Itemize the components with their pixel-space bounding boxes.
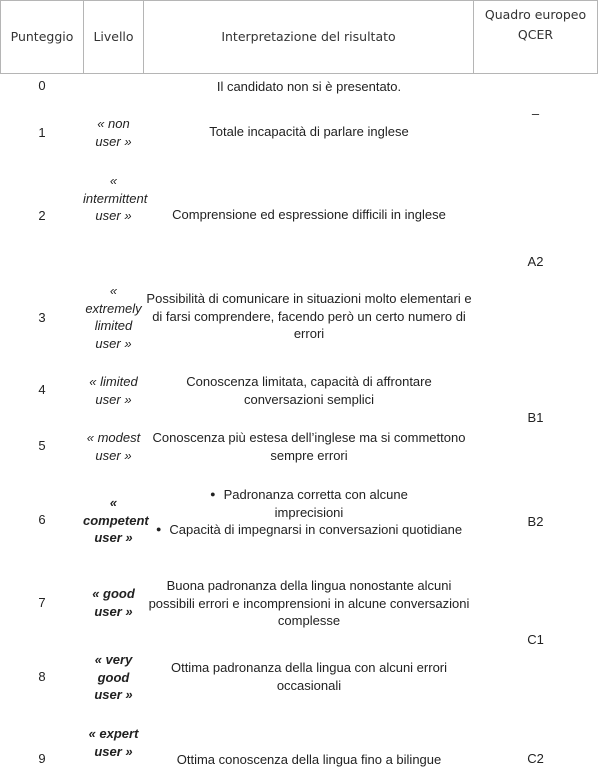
level-cell: « limited user » — [89, 374, 138, 407]
level-cell: « extremely limited user » — [85, 283, 142, 351]
interpretation-cell: Possibilità di comunicare in situazioni molto elementari e di farsi comprendere, facendo però un certo numero di errori — [146, 291, 472, 341]
score-cell: 6 — [38, 512, 46, 527]
header-interpretation: Interpretazione del risultato — [143, 0, 474, 74]
interpretation-cell: Ottima padronanza della lingua con alcuni errori occasionali — [170, 660, 448, 693]
score-cell: 8 — [38, 669, 46, 684]
score-cell: 5 — [38, 438, 46, 453]
cefr-a2: A2 — [527, 254, 544, 269]
cefr-b1: B1 — [527, 410, 544, 425]
header-cefr — [473, 0, 598, 74]
cefr-c2: C2 — [527, 751, 544, 766]
bullet-item: ● Capacità di impegnarsi in conversazioni quotidiane — [146, 521, 472, 539]
interpretation-cell: Il candidato non si è presentato. — [216, 79, 402, 94]
cefr-b2: B2 — [527, 514, 544, 529]
score-cell: 1 — [38, 125, 46, 140]
score-cell: 4 — [38, 382, 46, 397]
interpretation-cell: Comprensione ed espressione difficili in inglese — [172, 207, 446, 222]
interpretation-cell: Ottima conoscenza della lingua fino a bilingue — [176, 752, 442, 767]
interpretation-cell: Conoscenza limitata, capacità di affrontare conversazioni semplici — [186, 374, 432, 407]
level-cell: « very good user » — [94, 652, 133, 702]
header-cefr-line1: Quadro europeo — [484, 7, 587, 22]
header-level: Livello — [83, 0, 144, 74]
level-cell: « competent user » — [83, 495, 149, 545]
score-cell: 0 — [38, 78, 46, 93]
score-cell: 9 — [38, 751, 46, 766]
score-cell: 7 — [38, 595, 46, 610]
level-cell: « expert user » — [88, 726, 139, 759]
cefr-c1: C1 — [527, 632, 544, 647]
interpretation-bullets — [146, 486, 472, 539]
level-cell: « modest user » — [86, 430, 141, 463]
level-cell: « intermittent user » — [83, 173, 148, 223]
level-cell: « good user » — [92, 586, 135, 619]
score-cell: 3 — [38, 310, 46, 325]
score-cell: 2 — [38, 208, 46, 223]
header-score: Punteggio — [0, 0, 84, 74]
interpretation-cell: Totale incapacità di parlare inglese — [209, 124, 409, 139]
header-cefr-line2: QCER — [517, 27, 554, 42]
interpretation-cell — [146, 486, 472, 539]
cefr-dash: – — [531, 106, 540, 121]
interpretation-cell: Conoscenza più estesa dell’inglese ma si commettono sempre errori — [152, 430, 466, 463]
interpretation-cell: Buona padronanza della lingua nonostante alcuni possibili errori e incomprensioni in alcune conversazioni complesse — [148, 578, 470, 628]
level-cell: « non user » — [95, 116, 132, 149]
bullet-item: ● Padronanza corretta con alcune imprecisioni — [146, 486, 472, 521]
